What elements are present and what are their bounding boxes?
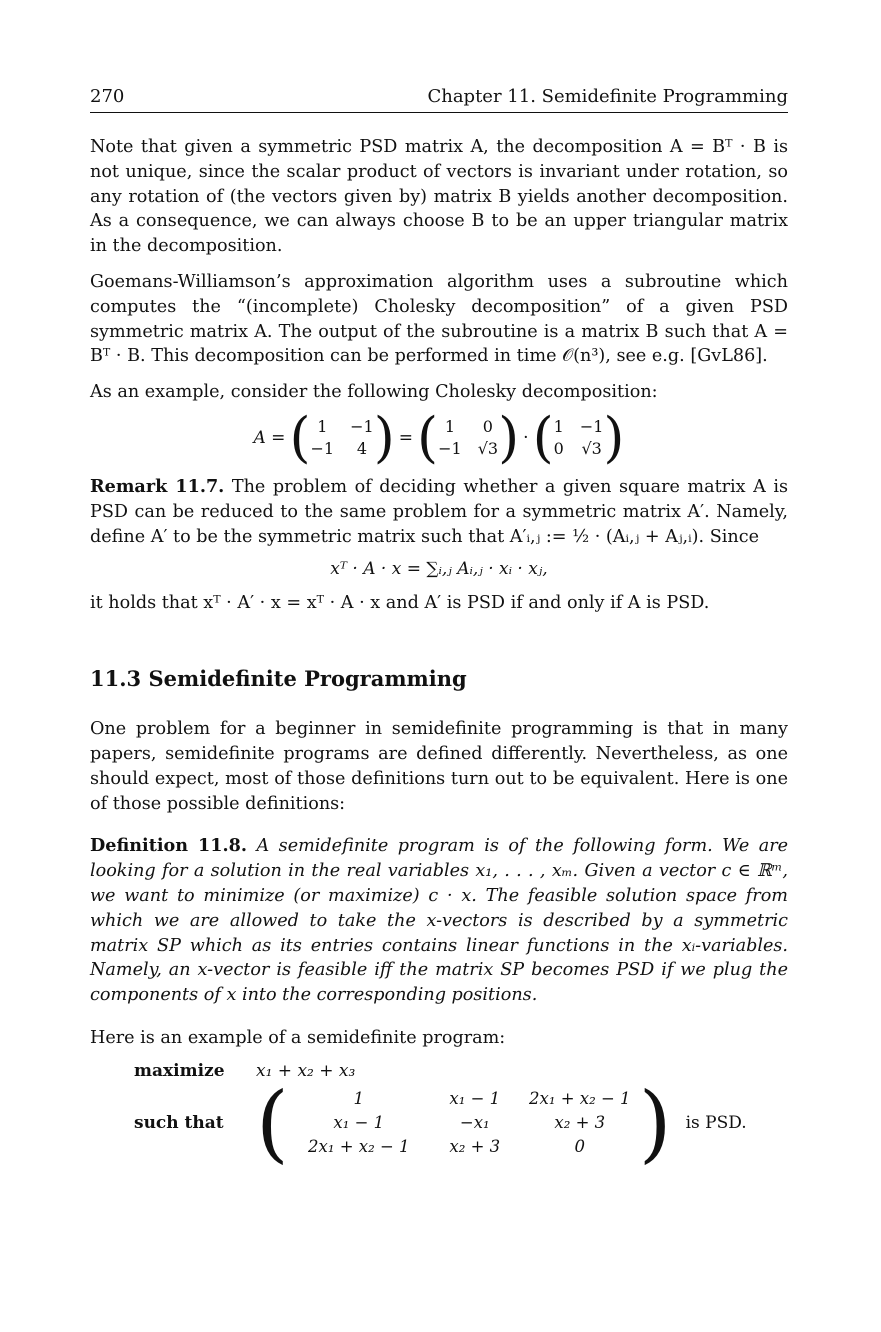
matrix-cell: √3 — [581, 438, 602, 458]
paragraph-sdp-intro: One problem for a beginner in semidefinite programming is that in many papers, semidefinite programs are defined differently. Nevertheless, as one should expect, most of those definitions turn out to be equivalent. Here is one of those possible definitions: — [90, 719, 788, 814]
matrix-cell: −1 — [438, 438, 462, 458]
matrix-cell: 4 — [356, 438, 367, 458]
remark-equation: xᵀ · A · x = ∑ᵢ,ⱼ Aᵢ,ⱼ · xᵢ · xⱼ, — [330, 559, 548, 580]
matrix-cell: 1 — [353, 1088, 365, 1108]
matrix-cell: 0 — [553, 438, 564, 458]
section-heading — [90, 666, 788, 691]
matrix-cell: x₂ + 3 — [554, 1112, 606, 1132]
section-title: Semidefinite Programming — [148, 666, 467, 692]
running-header — [90, 86, 788, 113]
matrix-cell: −1 — [350, 416, 374, 436]
such-that-label: such that — [134, 1112, 224, 1133]
paragraph-decomposition-note: Note that given a symmetric PSD matrix A, the decomposition A = Bᵀ · B is not unique, since the scalar product of vectors is invariant under rotation, so any rotation of (the vectors given by) matrix B yields another decomposition. As a consequence, we can always choose B to be an upper triangular matrix in the decomposition. — [90, 137, 788, 257]
remark-label: Remark 11.7. — [90, 475, 225, 497]
paragraph-example-intro: As an example, consider the following Cholesky decomposition: — [90, 382, 658, 403]
matrix-cell: −x₁ — [459, 1112, 490, 1132]
definition-label: Definition 11.8. — [90, 835, 248, 857]
remark-11-7 — [90, 475, 788, 549]
sdp-matrix: ( 1 x₁ − 1 2x₁ + x₂ − 1 x₁ − 1 −x₁ x₂ + 3 2x₁ + x₂ − 1 x₂ + 3 0 ) — [256, 1073, 672, 1172]
matrix-cell: x₁ − 1 — [449, 1088, 501, 1108]
paragraph-goemans-williamson: Goemans-Williamson’s approximation algorithm uses a subroutine which computes the “(incomplete) Cholesky decomposition” of a given PSD symmetric matrix A. The output of the subroutine is a matrix B such that A = Bᵀ · B. This decomposition can be performed in time 𝒪(n³), see e.g. [GvL86]. — [90, 271, 788, 367]
matrix-cell: 2x₁ + x₂ − 1 — [308, 1136, 410, 1156]
remark-conclusion: it holds that xᵀ · A′ · x = xᵀ · A · x and A′ is PSD if and only if A is PSD. — [90, 593, 710, 614]
matrix-cell: 1 — [444, 416, 455, 436]
cholesky-lhs: A = — [253, 427, 286, 448]
section-number: 11.3 — [90, 666, 142, 692]
equals-sign: = — [398, 427, 414, 448]
matrix-a: ( 1 −1 −1 4 ) — [289, 405, 395, 469]
sdp-example — [134, 1060, 788, 1172]
definition-11-8 — [90, 834, 788, 1008]
remark-text: The problem of deciding whether a given square matrix A is PSD can be reduced to the same problem for a symmetric matrix A′. Namely, define A′ to be the symmetric matrix such that A′ᵢ,ⱼ := ½ · (Aᵢ,ⱼ + Aⱼ,ᵢ). Since — [90, 476, 788, 547]
sdp-objective: x₁ + x₂ + x₃ — [256, 1060, 356, 1081]
running-title: Chapter 11. Semidefinite Programming — [427, 86, 788, 107]
matrix-cell: 0 — [574, 1136, 586, 1156]
page-number: 270 — [90, 86, 125, 107]
matrix-cell: 1 — [317, 416, 328, 436]
definition-text: A semidefinite program is of the following form. We are looking for a solution in the real variables x₁, . . . , xₘ. Given a vector c ∈ ℝᵐ, we want to minimize (or maximize) c · x. The feasible solution space from which we are allowed to take the x-vectors is described by a symmetric matrix SP which as its entries contains linear functions in the xᵢ-variables. Namely, an x-vector is feasible iff the matrix SP becomes PSD if we plug the components of x into the corresponding positions. — [90, 836, 789, 1006]
matrix-cell: 1 — [553, 416, 564, 436]
matrix-cell: x₂ + 3 — [449, 1136, 501, 1156]
matrix-cell: 0 — [482, 416, 493, 436]
dot-operator: · — [523, 427, 529, 448]
sdp-suffix: is PSD. — [685, 1112, 747, 1133]
cholesky-equation — [90, 405, 788, 469]
matrix-cell: −1 — [579, 416, 604, 436]
matrix-cell: √3 — [477, 438, 499, 458]
maximize-label: maximize — [134, 1060, 225, 1081]
matrix-cell: 2x₁ + x₂ − 1 — [529, 1088, 631, 1108]
matrix-cell: x₁ − 1 — [333, 1112, 385, 1132]
paragraph-sdp-example-intro: Here is an example of a semidefinite program: — [90, 1027, 506, 1048]
matrix-l: ( 1 0 −1 √3 ) — [417, 405, 520, 469]
matrix-u: ( 1 −1 0 √3 ) — [532, 405, 625, 469]
matrix-cell: −1 — [310, 438, 335, 458]
page-content — [90, 86, 789, 1172]
